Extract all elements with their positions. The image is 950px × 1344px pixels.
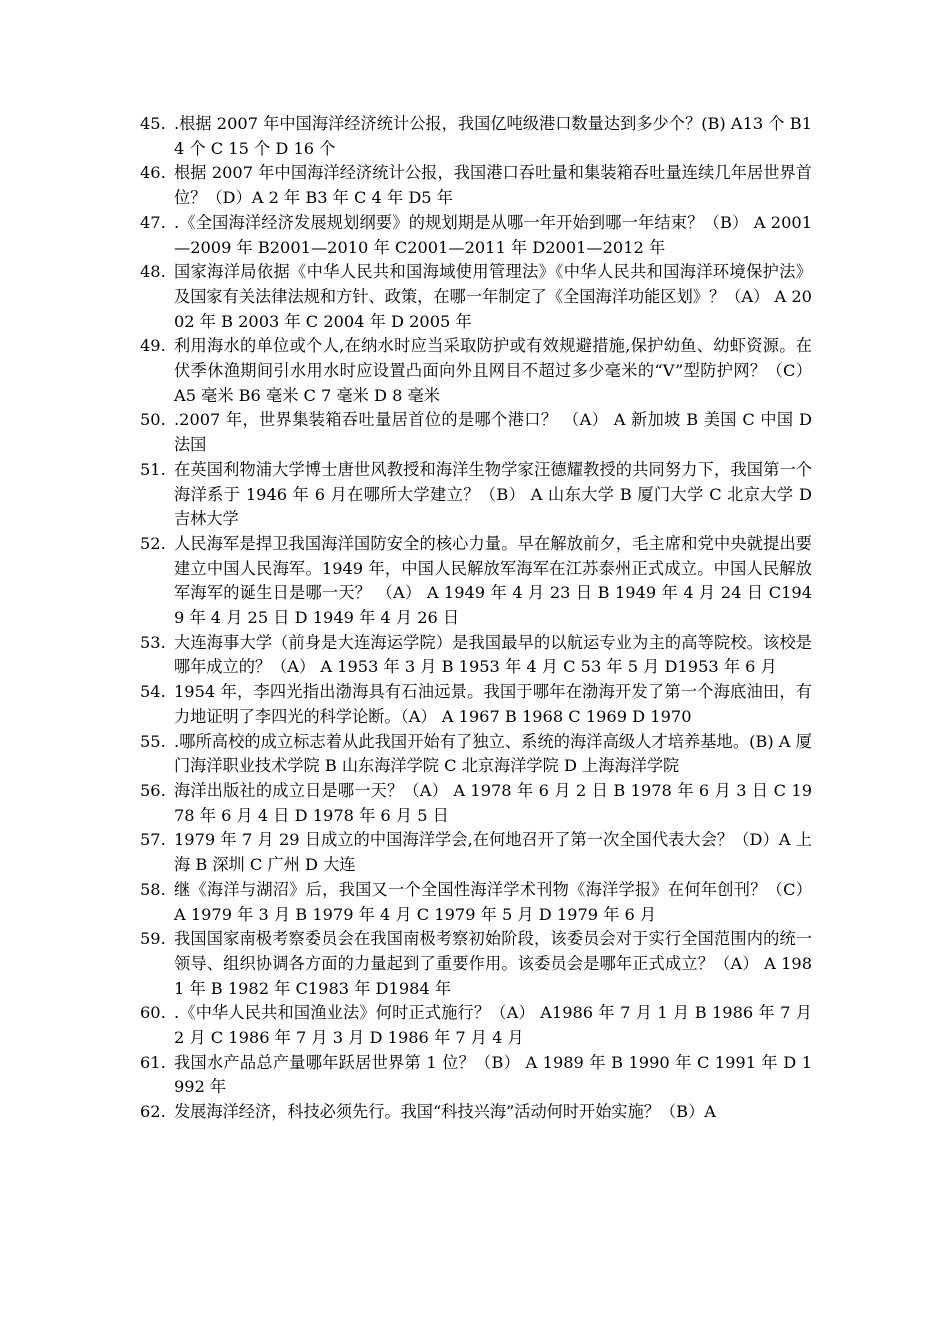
question-text: 继《海洋与湖沼》后，我国又一个全国性海洋学术刊物《海洋学报》在何年创刊？（C） A 1979 年 3 月 B 1979 年 4 月 C 1979 年 5 月 D 1979 年 6 月 bbox=[174, 879, 812, 924]
question-text: .《全国海洋经济发展规划纲要》的规划期是从哪一年开始到哪一年结束？（B） A 2001—2009 年 B2001—2010 年 C2001—2011 年 D2001—2012 年 bbox=[174, 212, 812, 257]
question-item bbox=[140, 631, 812, 680]
question-item bbox=[140, 1051, 812, 1100]
question-text: 我国水产品总产量哪年跃居世界第 1 位？（B） A 1989 年 B 1990 年 C 1991 年 D 1992 年 bbox=[174, 1052, 812, 1097]
question-number: 52. bbox=[140, 533, 166, 553]
question-text: 我国国家南极考察委员会在我国南极考察初始阶段，该委员会对于实行全国范围内的统一领导、组织协调各方面的力量起到了重要作用。该委员会是哪年正式成立？（A） A 1981 年 B 1982 年 C1983 年 D1984 年 bbox=[174, 929, 812, 998]
question-item bbox=[140, 779, 812, 828]
question-item bbox=[140, 828, 812, 877]
question-item bbox=[140, 878, 812, 927]
question-text: 1979 年 7 月 29 日成立的中国海洋学会,在何地召开了第一次全国代表大会？（D）A 上海 B 深圳 C 广州 D 大连 bbox=[174, 830, 812, 875]
question-text: 发展海洋经济，科技必须先行。我国“科技兴海”活动何时开始实施？（B）A bbox=[174, 1102, 716, 1122]
question-text: .《中华人民共和国渔业法》何时正式施行？（A） A1986 年 7 月 1 月 B 1986 年 7 月 2 月 C 1986 年 7 月 3 月 D 1986 年 7 月 4 月 bbox=[174, 1003, 812, 1048]
question-item bbox=[140, 161, 812, 210]
question-number: 59. bbox=[140, 929, 166, 949]
question-number: 58. bbox=[140, 879, 166, 899]
question-number: 62. bbox=[140, 1102, 166, 1122]
question-item bbox=[140, 1100, 812, 1125]
question-number: 57. bbox=[140, 830, 166, 850]
question-number: 46. bbox=[140, 163, 166, 183]
question-text: 利用海水的单位或个人,在纳水时应当采取防护或有效规避措施,保护幼鱼、幼虾资源。在伏季休渔期间引水用水时应设置凸面向外且网目不超过多少毫米的“V”型防护网？（C） A5 毫米 B6 毫米 C 7 毫米 D 8 毫米 bbox=[174, 336, 812, 405]
question-item bbox=[140, 1001, 812, 1050]
question-text: .2007 年，世界集装箱吞吐量居首位的是哪个港口？ （A） A 新加坡 B 美国 C 中国 D 法国 bbox=[174, 410, 812, 455]
question-item bbox=[140, 680, 812, 729]
question-text: 人民海军是捍卫我国海洋国防安全的核心力量。早在解放前夕，毛主席和党中央就提出要建立中国人民海军。1949 年，中国人民解放军海军在江苏泰州正式成立。中国人民解放军海军的诞生日是哪一天？ （A） A 1949 年 4 月 23 日 B 1949 年 4 月 24 日 C1949 年 4 月 25 日 D 1949 年 4 月 26 日 bbox=[174, 533, 812, 628]
question-number: 53. bbox=[140, 632, 166, 652]
question-item bbox=[140, 927, 812, 1001]
question-number: 60. bbox=[140, 1003, 166, 1023]
question-text: .哪所高校的成立标志着从此我国开始有了独立、系统的海洋高级人才培养基地。(B) A 厦门海洋职业技术学院 B 山东海洋学院 C 北京海洋学院 D 上海海洋学院 bbox=[174, 731, 812, 776]
question-item bbox=[140, 260, 812, 334]
question-item bbox=[140, 730, 812, 779]
question-text: .根据 2007 年中国海洋经济统计公报，我国亿吨级港口数量达到多少个？(B) A13 个 B14 个 C 15 个 D 16 个 bbox=[174, 114, 812, 158]
question-number: 45. bbox=[140, 114, 166, 133]
question-number: 51. bbox=[140, 459, 166, 479]
question-item bbox=[140, 112, 812, 161]
question-text: 根据 2007 年中国海洋经济统计公报，我国港口吞吐量和集装箱吞吐量连续几年居世界首位？（D）A 2 年 B3 年 C 4 年 D5 年 bbox=[174, 163, 812, 208]
question-text: 在英国利物浦大学博士唐世风教授和海洋生物学家汪德耀教授的共同努力下，我国第一个海洋系于 1946 年 6 月在哪所大学建立？（B） A 山东大学 B 厦门大学 C 北京大学 D 吉林大学 bbox=[174, 459, 812, 529]
question-number: 47. bbox=[140, 212, 166, 232]
question-number: 54. bbox=[140, 682, 166, 702]
question-list bbox=[140, 112, 812, 1125]
question-number: 55. bbox=[140, 731, 166, 751]
question-number: 48. bbox=[140, 262, 166, 282]
question-item bbox=[140, 532, 812, 631]
question-item bbox=[140, 211, 812, 260]
question-text: 海洋出版社的成立日是哪一天？（A） A 1978 年 6 月 2 日 B 1978 年 6 月 3 日 C 1978 年 6 月 4 日 D 1978 年 6 月 5 日 bbox=[174, 780, 812, 825]
question-number: 61. bbox=[140, 1052, 166, 1072]
question-text: 1954 年，李四光指出渤海具有石油远景。我国于哪年在渤海开发了第一个海底油田，有力地证明了李四光的科学论断。（A） A 1967 B 1968 C 1969 D 1970 bbox=[174, 682, 812, 726]
question-number: 49. bbox=[140, 336, 166, 356]
question-number: 50. bbox=[140, 410, 166, 430]
question-number: 56. bbox=[140, 780, 166, 800]
question-text: 大连海事大学（前身是大连海运学院）是我国最早的以航运专业为主的高等院校。该校是哪年成立的？（A） A 1953 年 3 月 B 1953 年 4 月 C 53 年 5 月 D1953 年 6 月 bbox=[174, 632, 812, 677]
question-item bbox=[140, 334, 812, 408]
question-item bbox=[140, 408, 812, 457]
question-item bbox=[140, 458, 812, 532]
question-text: 国家海洋局依据《中华人民共和国海域使用管理法》《中华人民共和国海洋环境保护法》及国家有关法律法规和方针、政策，在哪一年制定了《全国海洋功能区划》？（A） A 2002 年 B 2003 年 C 2004 年 D 2005 年 bbox=[174, 262, 812, 331]
